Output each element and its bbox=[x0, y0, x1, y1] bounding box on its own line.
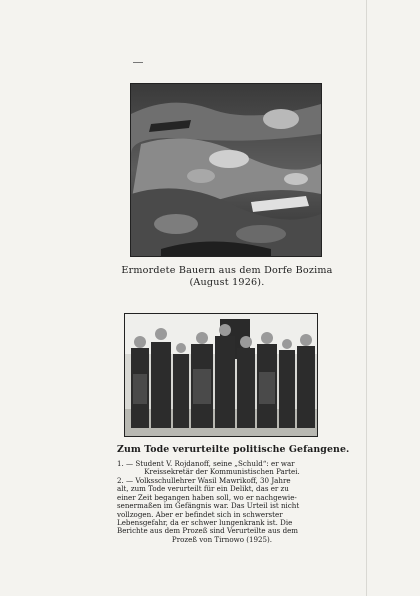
note-line: Prozeß von Tirnowo (1925). bbox=[171, 534, 273, 544]
page-edge bbox=[366, 0, 367, 596]
photo1-caption bbox=[116, 265, 338, 288]
note-line: Lebensgefahr, da er schwer lungenkrank ist. Die bbox=[117, 518, 293, 528]
note-1 bbox=[117, 460, 327, 477]
note-line: alt, zum Tode verurteilt für ein Delikt, das er zu bbox=[117, 484, 289, 494]
photo-condemned-prisoners bbox=[124, 313, 318, 437]
caption-line: (August 1926). bbox=[189, 276, 265, 288]
note-line: senermaßen im Gefängnis war. Das Urteil ist nicht bbox=[117, 501, 300, 511]
caption-line: Ermordete Bauern aus dem Dorfe Bozima bbox=[121, 265, 333, 276]
note-line: 1. — Student V. Rojdanoff, seine „Schuld“: er war bbox=[117, 459, 295, 468]
note-line: Kreissekretär der Kommunistischen Partei. bbox=[144, 467, 300, 477]
note-line: 2. — Volksschullehrer Wasil Mawrikoff, 30 Jahre bbox=[117, 476, 291, 485]
note-line: vollzogen. Aber er befindet sich in schwerster bbox=[117, 509, 283, 519]
photo-murdered-peasants bbox=[130, 83, 322, 257]
note-2 bbox=[117, 477, 327, 544]
note-line: Berichte aus dem Prozeß sind Verurteilte aus dem bbox=[117, 526, 299, 536]
note-line: einer Zeit begangen haben soll, wo er nachgewie- bbox=[117, 492, 297, 502]
photo2-title: Zum Tode verurteilte politische Gefangene. bbox=[117, 444, 350, 455]
page-mark bbox=[133, 62, 143, 63]
